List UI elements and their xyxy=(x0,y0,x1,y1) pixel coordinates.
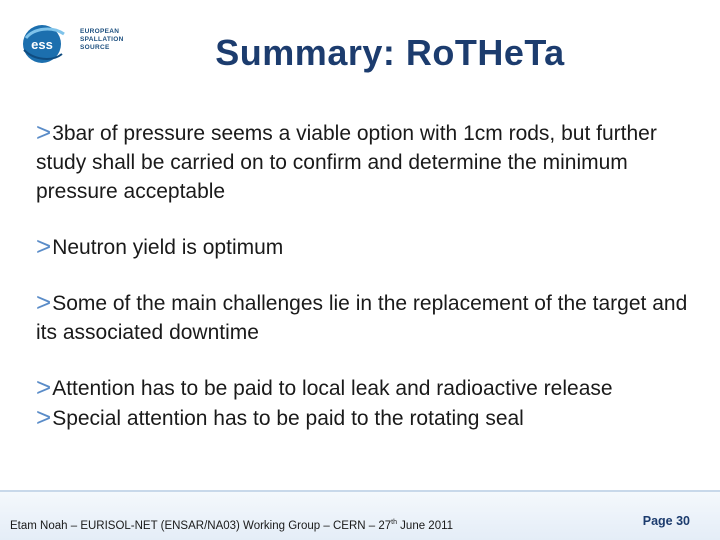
logo-line: SOURCE xyxy=(80,44,110,51)
bullet-marker: > xyxy=(36,231,52,261)
bullet-text: Some of the main challenges lie in the replacement of the target and its associated downtime xyxy=(36,292,688,344)
bullet-marker: > xyxy=(36,117,52,147)
ess-logo-mark: ess xyxy=(31,37,53,52)
bullet-item xyxy=(36,118,706,206)
logo-line: EUROPEAN xyxy=(80,28,120,35)
bullet-text: Attention has to be paid to local leak and radioactive release xyxy=(52,377,613,400)
bullet-item xyxy=(36,373,706,403)
slide-title: Summary: RoTHeTa xyxy=(215,32,565,73)
footer-superscript: th xyxy=(391,519,397,527)
page-number: Page 30 xyxy=(642,514,690,528)
slide-footer xyxy=(0,490,720,540)
bullet-list xyxy=(36,118,706,433)
bullet-marker: > xyxy=(36,402,52,432)
bullet-text: 3bar of pressure seems a viable option with 1cm rods, but further study shall be carried on to confirm and determine the minimum pressure acceptable xyxy=(36,122,657,203)
bullet-marker: > xyxy=(36,287,52,317)
footer-citation xyxy=(10,519,453,532)
bullet-text: Special attention has to be paid to the rotating seal xyxy=(52,407,524,430)
bullet-item xyxy=(36,403,706,433)
bullet-item xyxy=(36,288,706,347)
footer-text-before: Etam Noah – EURISOL-NET (ENSAR/NA03) Working Group – CERN – 27 xyxy=(10,520,392,532)
bullet-item xyxy=(36,232,706,262)
bullet-text: Neutron yield is optimum xyxy=(52,236,284,259)
logo-line: SPALLATION xyxy=(80,36,124,43)
bullet-marker: > xyxy=(36,372,52,402)
footer-text-after: June 2011 xyxy=(396,520,454,532)
